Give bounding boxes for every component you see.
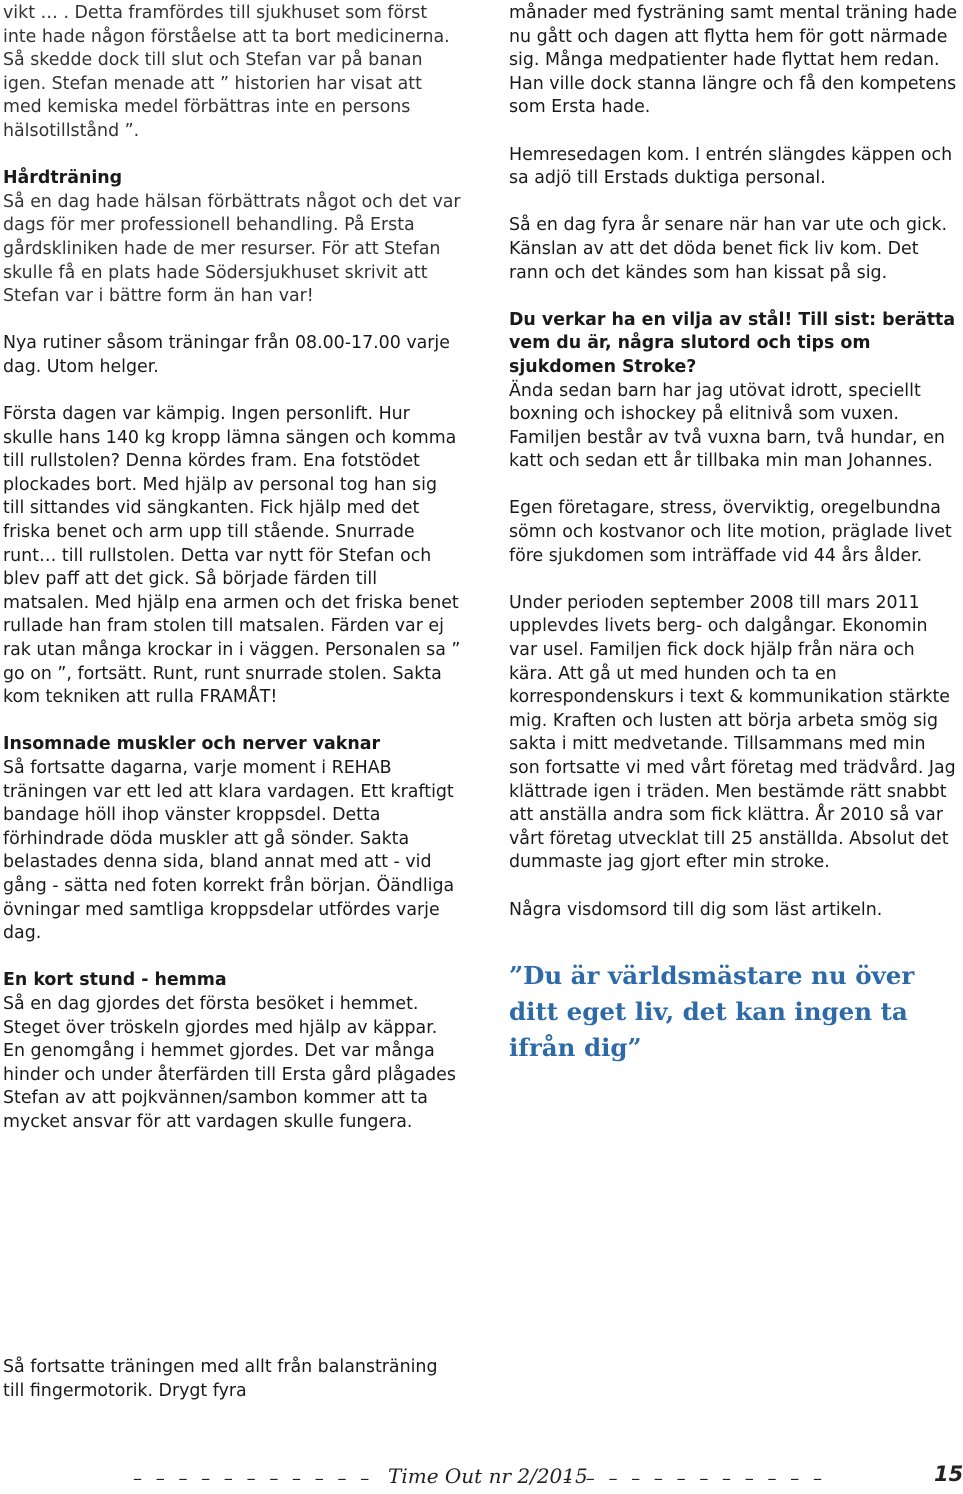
insomnade-heading: Insomnade muskler och nerver vaknar [3,734,381,755]
hardtraning-paragraph: Så en dag hade hälsan förbättrats något och det var dags för mer professionell behandling. På Ersta gårdskliniken hade de mer resurser. För att Stefan skulle få en plats hade Södersjukhuset skrivit att Stefan var i bättre form än han var! [3,191,461,307]
interview-question-heading: Du verkar ha en vilja av stål! Till sist: berätta vem du är, några slutord och tips om sjukdomen Stroke? [509,309,956,377]
manader-paragraph: månader med fysträning samt mental träning hade nu gått och dagen att flytta hem för gott närmade sig. Många medpatienter hade flyttat hem redan. Han ville dock stanna längre och få den kompetens som Ersta hade. [509,3,958,118]
right-column [509,2,959,1066]
insomnade-paragraph: Så fortsatte dagarna, varje moment i REHAB träningen var ett led att klara vardagen. Ett kraftigt bandage höll ihop vänster kroppsdel. Detta förhindrade döda muskler att gå sönder. Sakta belastades denna sida, bland annat med att - vid gång - sätta ned foten korrekt från början. Öändliga övningar med samtliga kroppsdelar utfördes varje dag. [3,758,455,944]
intro-paragraph: vikt … . Detta framfördes till sjukhuset som först inte hade någon förståelse att ta bort medicinerna. Så skedde dock till slut och Stefan var på banan igen. Stefan menade att ” historien har visat att med kemiska medel förbättras inte en persons hälsotillstånd ”. [3,3,450,141]
foretagare-paragraph: Egen företagare, stress, överviktig, oregelbundna sömn och kostvanor och lite motion, präglade livet före sjukdomen som inträffade vid 44 års ålder. [509,498,952,566]
footer-dashes-right: – – – – – – – – – – – – [563,1468,826,1489]
magazine-issue-label: Time Out nr 2/2015 [388,1464,588,1488]
perioden-paragraph: Under perioden september 2008 till mars 2011 upplevdes livets berg- och dalgångar. Ekonomin var usel. Familjen fick dock hjälp från nära och kära. Att gå ut med hunden och ta en korrespondenskurs i text & kommunikation stärkte mig. Kraften och lusten att börja arbeta smög sig sakta i mitt medvetande. Tillsammans med min son fortsatte vi med vårt företag med trädvård. Jag klättrade igen i träden. Men bestämde rätt snabbt att anställa andra som fick klättra. År 2010 så var vårt företag utvecklat till 25 anställda. Absolut det dummaste jag gjort efter min stroke. [509,592,956,873]
forsta-dagen-paragraph: Första dagen var kämpig. Ingen personlift. Hur skulle hans 140 kg kropp lämna sängen och komma till rullstolen? Denna kördes fram. Ena fotstödet plockades bort. Med hjälp av personal tog han sig till sittandes vid sängkanten. Fick hjälp med det friska benet och arm upp till stående. Snurrade runt… till rullstolen. Detta var nytt för Stefan och blev paff att det gick. Så började färden till matsalen. Med hjälp ena armen och det friska benet rullade han fram stolen till matsalen. Färden var ej rak utan många krockar in i väggen. Personalen sa ” go on ”, fortsätt. Runt, runt snurrade stolen. Sakta kom tekniken att rulla FRAMÅT! [3,404,461,708]
visdomsord-paragraph: Några visdomsord till dig som läst artikeln. [509,899,883,920]
page-footer [0,1458,963,1494]
barn-paragraph: Ända sedan barn har jag utövat idrott, speciellt boxning och ishockey på elitnivå som vuxen. Familjen består av två vuxna barn, två hundar, en katt och sedan ett år tillbaka min man Johannes. [509,380,945,472]
tail-paragraph: Så fortsatte träningen med allt från balansträning till fingermotorik. Drygt fyra [3,1357,438,1401]
hemresedagen-paragraph: Hemresedagen kom. I entrén slängdes käppen och sa adjö till Erstads duktiga personal. [509,144,953,189]
rutiner-paragraph: Nya rutiner såsom träningar från 08.00-17.00 varje dag. Utom helger. [3,333,450,377]
hemma-heading: En kort stund - hemma [3,970,227,991]
tail-paragraph-block [3,1356,463,1403]
pull-quote: ”Du är världsmästare nu över ditt eget liv, det kan ingen ta ifrån dig” [509,961,915,1063]
hardtraning-heading: Hårdträning [3,168,123,189]
hemma-paragraph: Så en dag gjordes det första besöket i hemmet. Steget över tröskeln gjordes med hjälp av käppar. En genomgång i hemmet gjordes. Det var många hinder och under återfärden till Ersta gård plågades Stefan av att pojkvännen/sambon kommer att ta mycket ansvar för att vardagen skulle fungera. [3,993,456,1132]
left-column [3,2,463,1135]
page-number: 15 [934,1462,963,1486]
fyra-ar-paragraph: Så en dag fyra år senare när han var ute och gick. Känslan av att det döda benet fick liv kom. Det rann och det kändes som han kissat på sig. [509,215,948,283]
footer-dashes-left: – – – – – – – – – – – [133,1468,374,1489]
